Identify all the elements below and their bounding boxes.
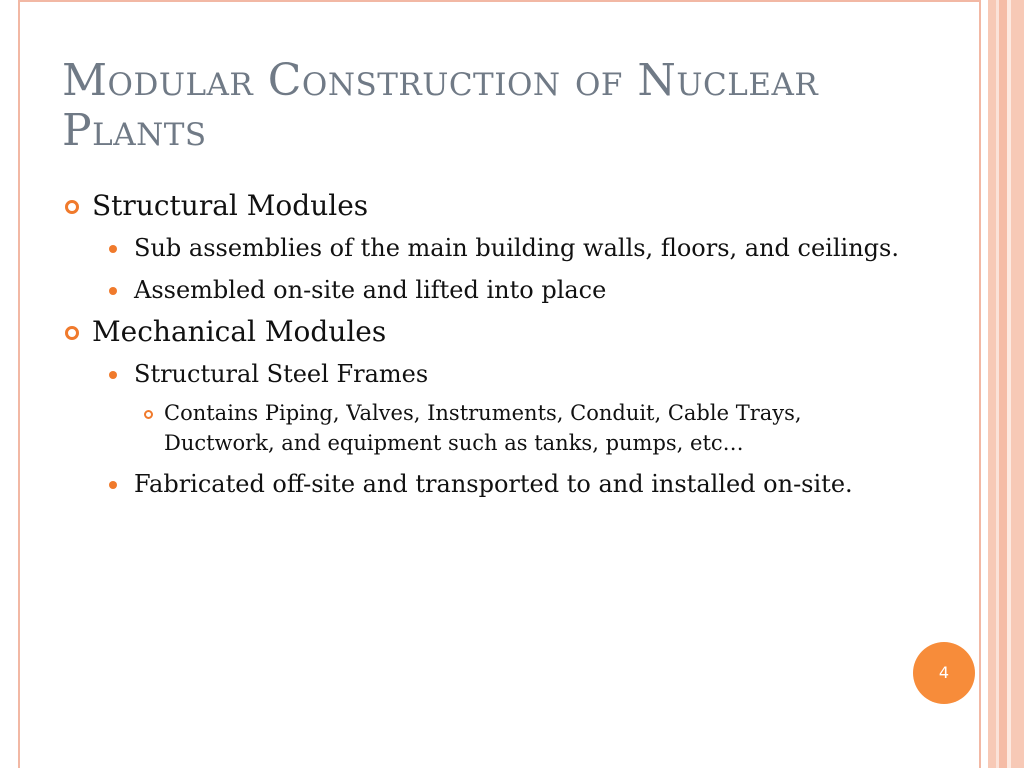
decor-stripe (999, 0, 1007, 768)
bullet-text: Contains Piping, Valves, Instruments, Conduit, Cable Trays, Ductwork, and equipment such as tanks, pumps, etc… (164, 401, 802, 455)
decor-stripe (988, 0, 996, 768)
ring-bullet-icon (65, 326, 79, 340)
bullet-text: Sub assemblies of the main building walls, floors, and ceilings. (134, 234, 899, 262)
small-ring-bullet-icon (144, 410, 153, 419)
sub-bullet (62, 230, 922, 266)
bullet-mechanical-modules (62, 314, 922, 350)
border-right-line (979, 0, 981, 768)
bullet-text: Mechanical Modules (92, 315, 387, 348)
dot-bullet-icon (109, 287, 117, 295)
sub-sub-bullet (62, 398, 844, 458)
ring-bullet-icon (65, 200, 79, 214)
bullet-text: Assembled on-site and lifted into place (134, 276, 607, 304)
bullet-text: Fabricated off-site and transported to and installed on-site. (134, 470, 853, 498)
dot-bullet-icon (109, 481, 117, 489)
decor-stripe (1011, 0, 1024, 768)
page-number-badge: 4 (913, 642, 975, 704)
bullet-text: Structural Steel Frames (134, 360, 429, 388)
border-left-line (18, 0, 20, 768)
border-top-line (18, 0, 980, 2)
slide-body (62, 188, 922, 508)
sub-bullet (62, 466, 922, 502)
bullet-structural-modules (62, 188, 922, 224)
bullet-text: Structural Modules (92, 189, 369, 222)
sub-bullet (62, 272, 922, 308)
sub-bullet (62, 356, 922, 392)
dot-bullet-icon (109, 371, 117, 379)
slide-title: Modular Construction of Nuclear Plants (62, 55, 819, 156)
dot-bullet-icon (109, 245, 117, 253)
